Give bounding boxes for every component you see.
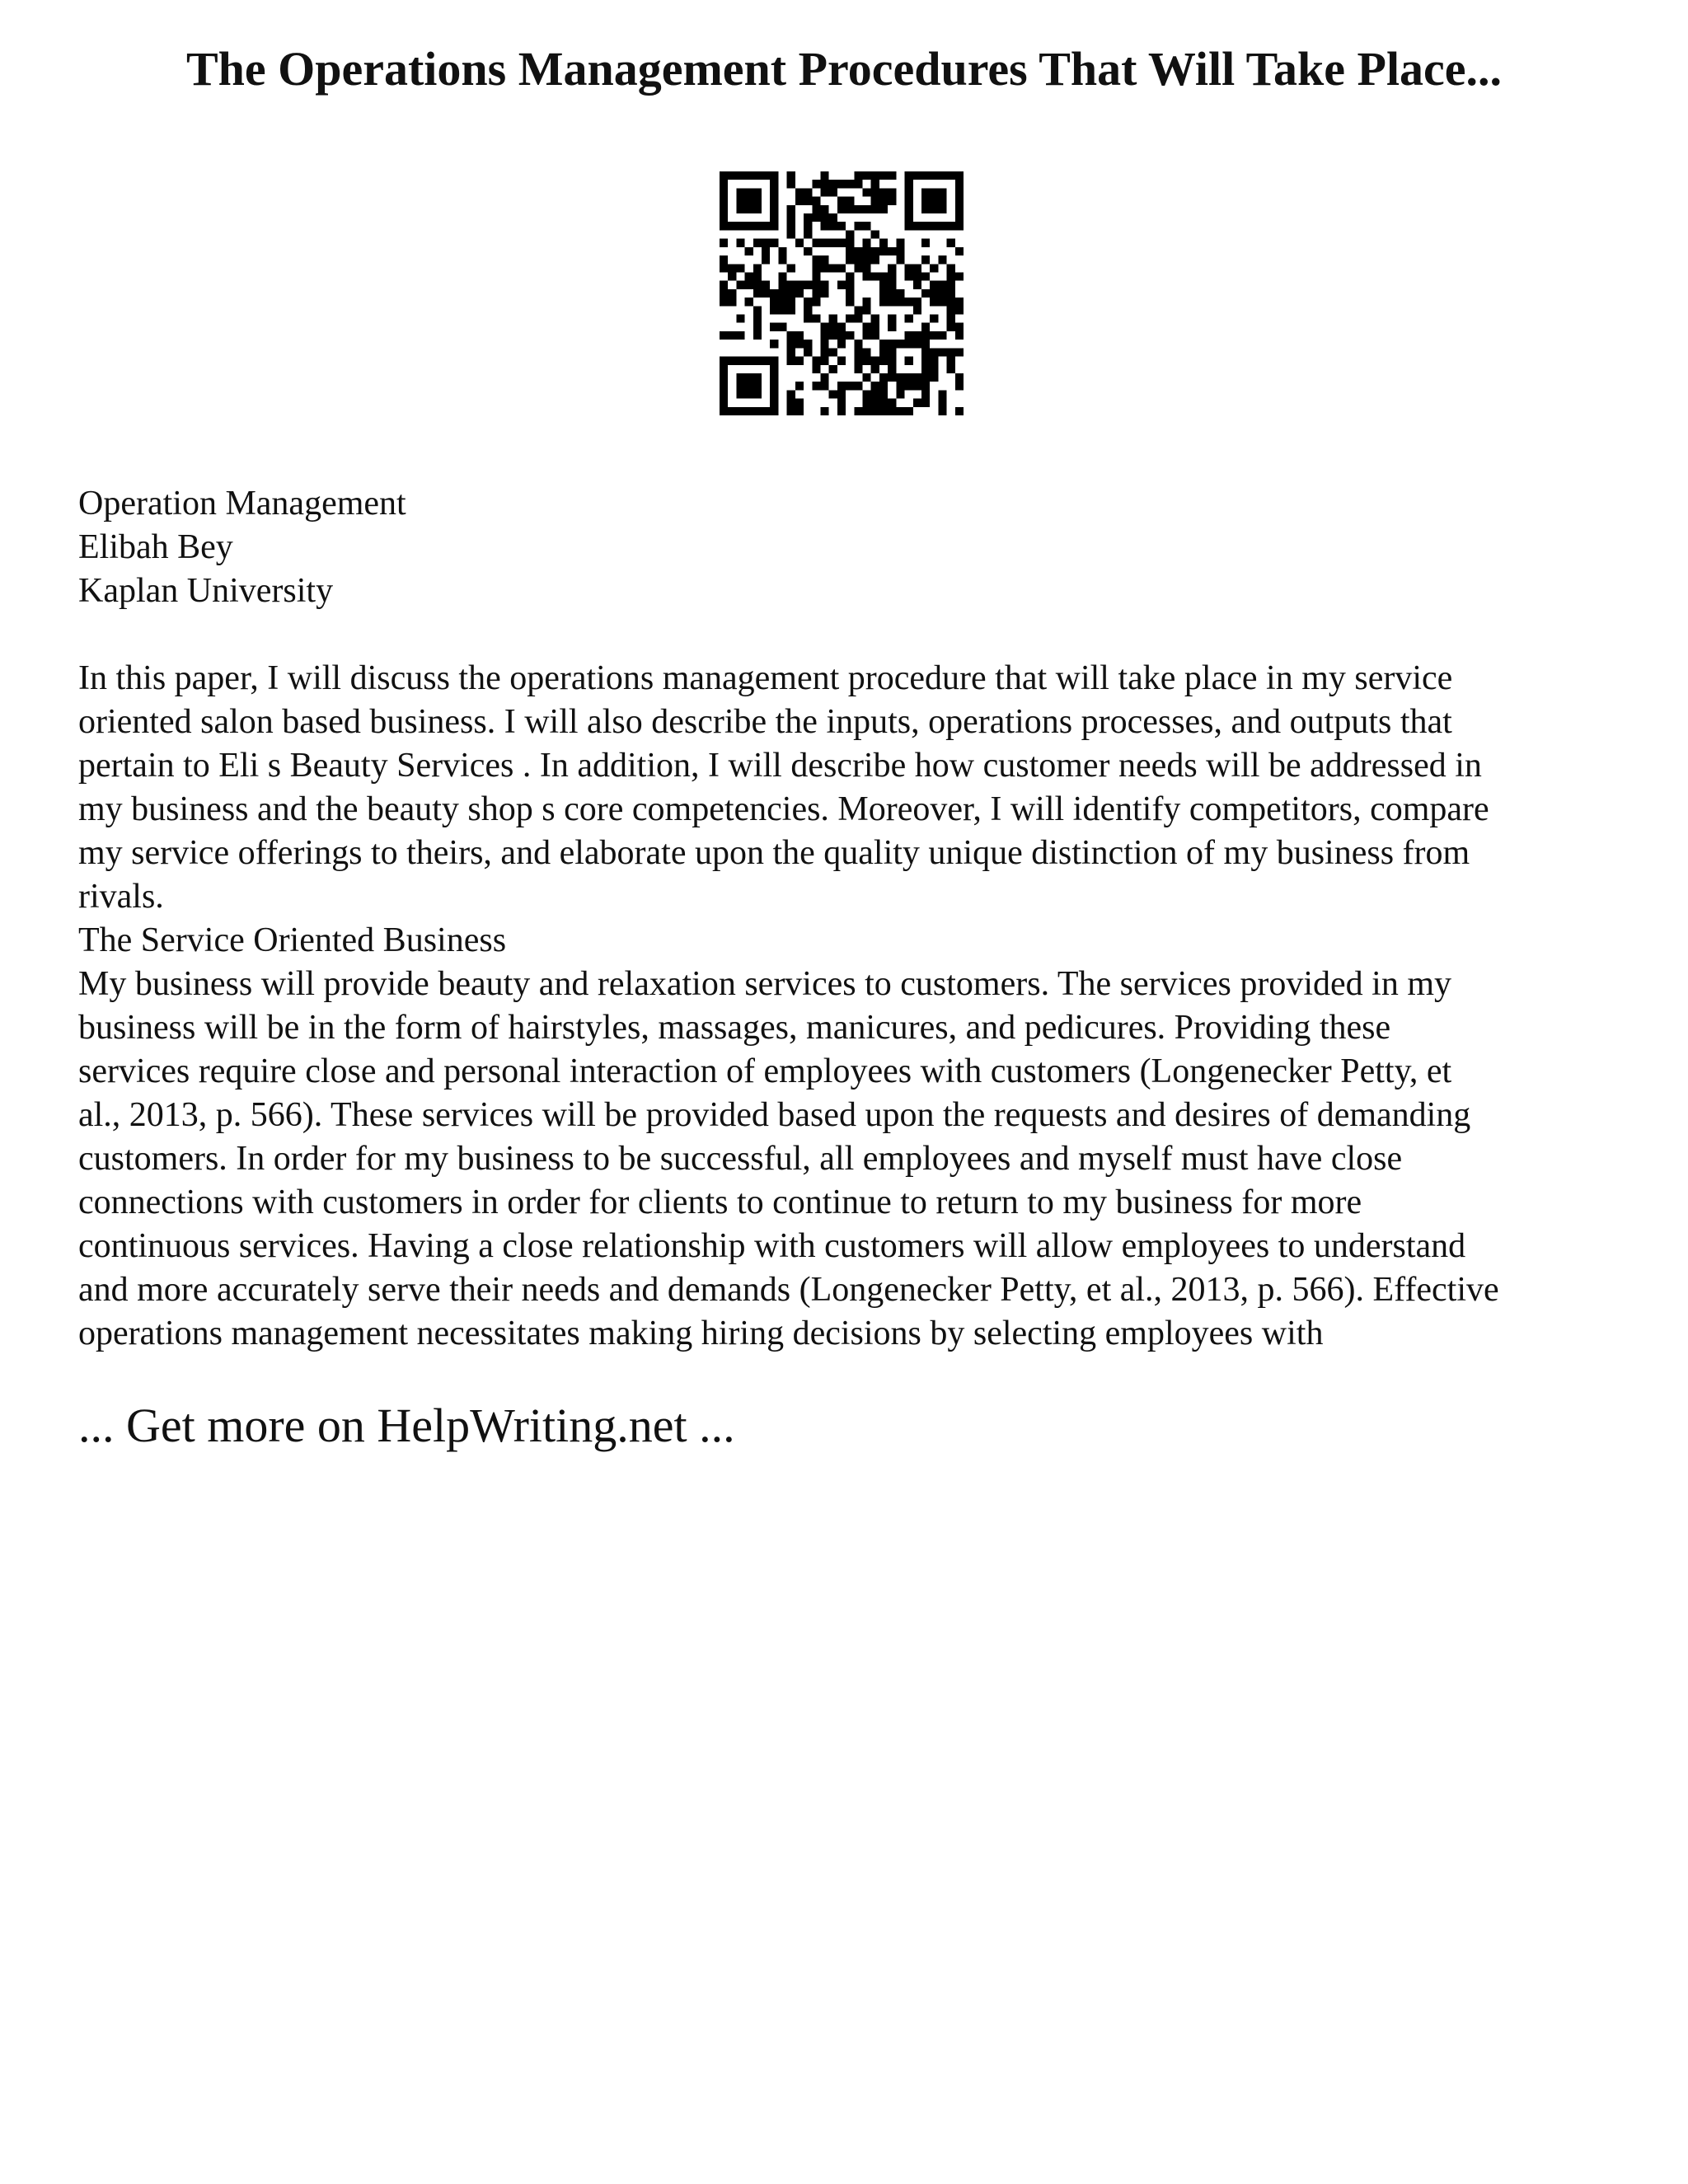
qr-code-icon	[720, 171, 964, 415]
paragraph-line: rivals.	[78, 878, 164, 916]
paragraph-line: continuous services. Having a close relationship with customers will allow employees to understand	[78, 1227, 1466, 1265]
get-more-link[interactable]: ... Get more on HelpWriting.net ...	[78, 1399, 735, 1452]
author-block	[78, 482, 1628, 613]
paragraph-line: In this paper, I will discuss the operations management procedure that will take place in my service	[78, 659, 1453, 697]
paragraph-line: oriented salon based business. I will also describe the inputs, operations processes, and outputs that	[78, 703, 1452, 741]
body-paragraph	[78, 963, 1628, 1356]
paragraph-line: business will be in the form of hairstyles, massages, manicures, and pedicures. Providing these	[78, 1009, 1391, 1047]
paragraph-line: my business and the beauty shop s core competencies. Moreover, I will identify competitors, compare	[78, 790, 1489, 828]
paragraph-line: al., 2013, p. 566). These services will be provided based upon the requests and desires of demanding	[78, 1096, 1471, 1134]
paragraph-line: operations management necessitates making hiring decisions by selecting employees with	[78, 1315, 1324, 1352]
intro-paragraph	[78, 657, 1628, 919]
document-body	[78, 482, 1628, 1356]
paragraph-line: pertain to Eli s Beauty Services . In addition, I will describe how customer needs will be addressed in	[78, 747, 1482, 785]
paragraph-line: and more accurately serve their needs and demands (Longenecker Petty, et al., 2013, p. 566). Effective	[78, 1271, 1499, 1309]
section-heading: The Service Oriented Business	[78, 921, 507, 959]
institution-line: Kaplan University	[78, 572, 334, 610]
document-title: The Operations Management Procedures That Will Take Place...	[185, 42, 1503, 96]
paragraph-line: services require close and personal interaction of employees with customers (Longenecker Petty, et	[78, 1052, 1452, 1090]
course-line: Operation Management	[78, 485, 406, 523]
paragraph-line: connections with customers in order for clients to continue to return to my business for more	[78, 1183, 1362, 1221]
paragraph-line: customers. In order for my business to be successful, all employees and myself must have close	[78, 1140, 1403, 1178]
paragraph-line: My business will provide beauty and relaxation services to customers. The services provided in my	[78, 965, 1452, 1003]
paragraph-line: my service offerings to theirs, and elaborate upon the quality unique distinction of my business from	[78, 834, 1470, 872]
author-line: Elibah Bey	[78, 528, 233, 566]
